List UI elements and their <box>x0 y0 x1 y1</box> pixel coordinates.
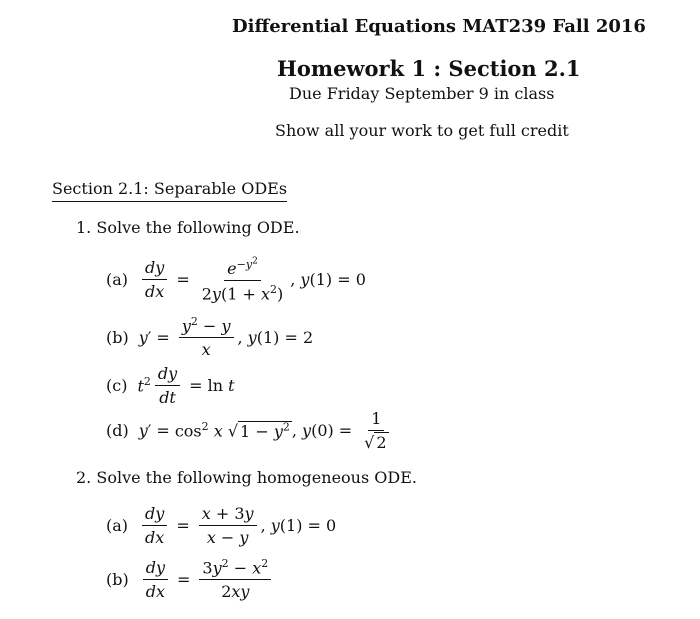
problem-1c: (c) $t^2$ $\frac{dy}{dt}$ = ln t <box>106 364 235 407</box>
initial-condition: y(0) <box>302 421 334 440</box>
part-label: (d) <box>106 421 129 440</box>
lhs-fraction: $\frac{dy}{dx}$ <box>142 504 167 547</box>
course-title: Differential Equations MAT239 Fall 2016 <box>232 16 646 37</box>
lhs-fraction: $\frac{dy}{dt}$ <box>155 364 180 407</box>
problem-1-label: 1. Solve the following ODE. <box>76 218 300 237</box>
rhs-fraction: $\frac{x + 3y}{x - y}$ <box>199 504 257 547</box>
problem-2b: (b) $\frac{dy}{dx}$ = $\frac{3y^2 - x^2}{2xy}$ <box>106 557 275 601</box>
part-label: (b) <box>106 327 129 347</box>
part-label: (a) <box>106 516 129 535</box>
part-label: (a) <box>106 270 129 290</box>
lhs-fraction: $\frac{dy}{dx}$ <box>143 558 168 601</box>
initial-condition: y(1) = 0 <box>300 270 366 290</box>
due-date: Due Friday September 9 in class <box>289 84 555 103</box>
initial-condition: y(1) = 0 <box>270 516 337 535</box>
initial-condition: y(1) = 2 <box>247 327 314 347</box>
lhs-fraction: $\frac{dy}{dx}$ <box>142 258 167 301</box>
rhs-fraction: $\frac{3y^2 - x^2}{2xy}$ <box>199 557 271 601</box>
homework-title: Homework 1 : Section 2.1 <box>277 56 581 81</box>
part-label: (c) <box>106 376 128 395</box>
problem-1d: (d) y′ = $\cos^2 x$ √ $1 - y^2$ , y(0) = $\frac{1}{√ 2}$ <box>106 409 396 452</box>
rhs-fraction: $\frac{e^{-y^2}}{2y(1 + x^2)}$ <box>201 256 284 304</box>
part-label: (b) <box>106 569 129 589</box>
condition-fraction: $\frac{1}{√ 2}$ <box>364 409 387 452</box>
problem-1a: (a) $\frac{dy}{dx}$ = $\frac{e^{-y^2}}{2y(1 + x^2)}$ , y(1) = 0 <box>106 256 366 304</box>
rhs-fraction: $\frac{y^2 - y}{x}$ <box>179 315 234 359</box>
problem-1b: (b) y′ = $\frac{y^2 - y}{x}$ , y(1) = 2 <box>106 315 314 360</box>
problem-2-label: 2. Solve the following homogeneous ODE. <box>76 468 417 487</box>
problem-2a: (a) $\frac{dy}{dx}$ = $\frac{x + 3y}{x - y}$ , y(1) = 0 <box>106 504 337 547</box>
section-heading: Section 2.1: Separable ODEs <box>52 179 287 202</box>
instructions: Show all your work to get full credit <box>275 121 569 140</box>
